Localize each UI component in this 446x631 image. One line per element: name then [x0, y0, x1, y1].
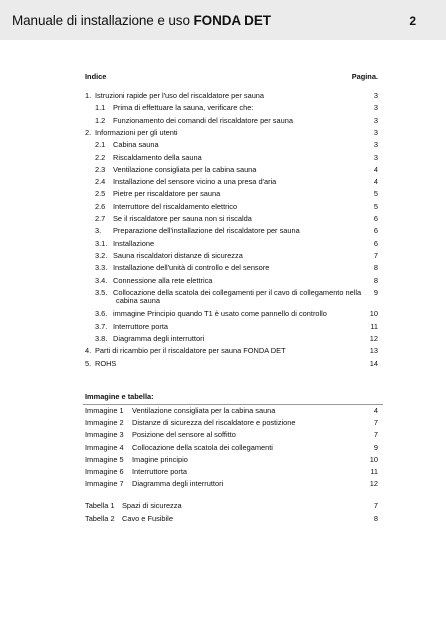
toc-entry-text: Se il riscaldatore per sauna non si riscalda	[113, 214, 252, 223]
table-label: Tabella 2	[85, 513, 115, 523]
toc-entry-page: 5	[373, 201, 378, 211]
toc-entry-number: 2.2	[95, 152, 106, 162]
toc-entry-page: 10	[369, 309, 378, 319]
figure-label: Immagine 5	[85, 454, 124, 464]
toc-entry-text: Installazione del sensore vicino a una presa d'aria	[113, 177, 277, 187]
toc-entry-text: Parti di ricambio per il riscaldatore per sauna FONDA DET	[95, 346, 286, 356]
figure-page: 10	[369, 454, 378, 464]
table-page: 8	[373, 513, 378, 523]
toc-entry-page: 7	[373, 250, 378, 260]
toc-entry-number: 1.2	[95, 115, 106, 125]
toc-entry-text: Preparazione dell'installazione del riscaldatore per sauna	[113, 226, 300, 236]
figure-page: 9	[373, 442, 378, 452]
toc-entry-number: 1.	[85, 91, 92, 100]
figure-text: Collocazione della scatola dei collegamenti	[132, 442, 273, 452]
page-header	[0, 0, 446, 40]
toc-entry-text: Collocazione della scatola dei collegamenti per il cavo di collegamento nella	[113, 287, 362, 297]
figure-text: Diagramma degli interruttori	[132, 479, 224, 489]
toc-entry-text: Pietre per riscaldatore per sauna	[113, 189, 221, 199]
toc-entry-text: Funzionamento dei comandi del riscaldatore per sauna	[113, 115, 293, 125]
toc-entry-page: 8	[373, 275, 378, 285]
toc-entry-number: 3.	[95, 226, 102, 236]
toc-page-heading: Pagina.	[351, 72, 378, 81]
figure-page: 12	[369, 479, 378, 489]
toc-entry-number: 2.	[85, 127, 92, 137]
figure-label: Immagine 4	[85, 442, 124, 452]
toc-entry-text: Interruttore del riscaldamento elettrico	[113, 201, 238, 211]
toc-entry-number: 2.5	[95, 189, 106, 199]
toc-entry-number: 3.8.	[95, 333, 108, 343]
toc-entry-number: 2.6	[95, 201, 106, 211]
toc-entry-page: 8	[373, 263, 378, 273]
table-text: Spazi di sicurezza	[122, 501, 182, 510]
toc-entry-number: 3.6.	[95, 309, 108, 319]
table-text: Cavo e Fusibile	[122, 513, 173, 523]
toc-entry-page: 4	[373, 164, 378, 174]
toc-entry-text: Istruzioni rapide per l'uso del riscaldatore per sauna	[95, 91, 265, 100]
toc-entry-text: Informazioni per gli utenti	[95, 127, 178, 137]
figure-text: Posizione del sensore al soffitto	[132, 430, 236, 440]
figures-heading: Immagine e tabella:	[85, 392, 154, 401]
figure-text: Ventilazione consigliata per la cabina sauna	[132, 406, 276, 415]
toc-entry-number: 2.7	[95, 214, 106, 223]
figure-label: Immagine 1	[85, 406, 124, 415]
toc-entry-number: 5.	[85, 358, 92, 368]
toc-entry-page: 3	[373, 91, 378, 100]
figure-text: Interruttore porta	[132, 467, 188, 476]
toc-entry-page: 3	[373, 127, 378, 137]
toc-entry-number: 3.5.	[95, 287, 108, 297]
toc-entry-page: 6	[373, 238, 378, 248]
toc-entry-page: 9	[373, 287, 378, 297]
toc-entry-text: Riscaldamento della sauna	[113, 152, 202, 162]
table-page: 7	[373, 501, 378, 510]
toc-heading: Indice	[85, 72, 107, 81]
toc-entry-page: 4	[373, 177, 378, 187]
figure-page: 7	[373, 430, 378, 440]
toc-entry-text: Installazione dell'unità di controllo e del sensore	[113, 263, 270, 273]
toc-entry-text: Interruttore porta	[113, 321, 169, 331]
toc-entry-number: 2.1	[95, 140, 106, 150]
figure-label: Immagine 6	[85, 467, 124, 476]
toc-entry-page: 6	[373, 226, 378, 236]
toc-entry-number: 3.2.	[95, 250, 108, 260]
figure-page: 11	[370, 467, 378, 476]
toc-entry-page: 14	[369, 358, 378, 368]
toc-entry-page: 6	[373, 214, 378, 223]
toc-entry-number: 3.7.	[95, 321, 108, 331]
toc-entry-text: immagine Principio quando T1 è usato come pannello di controllo	[113, 309, 327, 319]
figure-label: Immagine 3	[85, 430, 124, 440]
toc-entry-text: Connessione alla rete elettrica	[113, 275, 213, 285]
title-prefix: Manuale di installazione e uso	[12, 13, 190, 28]
toc-entry-text: Prima di effettuare la sauna, verificare che:	[113, 103, 254, 113]
toc-entry-number: 3.4.	[95, 275, 108, 285]
toc-entry-number: 1.1	[95, 103, 106, 113]
toc-entry-text-continued: cabina sauna	[116, 296, 160, 306]
title-product: FONDA DET	[193, 13, 271, 28]
toc-entry-page: 3	[373, 140, 378, 150]
toc-entry-number: 3.3.	[95, 263, 108, 273]
figure-label: Immagine 2	[85, 418, 124, 428]
page-number: 2	[409, 14, 416, 28]
document-title	[12, 13, 271, 28]
toc-entry-text: ROHS	[95, 358, 117, 368]
figure-text: Distanze di sicurezza del riscaldatore e postizione	[132, 418, 296, 428]
toc-entry-page: 12	[369, 333, 378, 343]
toc-entry-number: 2.3	[95, 164, 106, 174]
table-label: Tabella 1	[85, 501, 115, 510]
toc-entry-number: 4.	[85, 346, 92, 356]
toc-entry-text: Installazione	[113, 238, 155, 248]
toc-entry-page: 11	[370, 321, 378, 331]
toc-entry-page: 3	[373, 152, 378, 162]
toc-entry-text: Ventilazione consigliata per la cabina sauna	[113, 164, 257, 174]
toc-entry-text: Sauna riscaldatori distanze di sicurezza	[113, 250, 243, 260]
figure-page: 7	[373, 418, 378, 428]
toc-entry-page: 13	[369, 346, 378, 356]
toc-entry-text: Diagramma degli interruttori	[113, 333, 205, 343]
figure-label: Immagine 7	[85, 479, 124, 489]
toc-entry-text: Cabina sauna	[113, 140, 159, 150]
toc-entry-page: 5	[373, 189, 378, 199]
figure-text: Imagine principio	[132, 454, 188, 464]
figure-page: 4	[373, 406, 378, 415]
figures-separator	[83, 404, 383, 405]
toc-entry-number: 2.4	[95, 177, 106, 187]
toc-entry-page: 3	[373, 115, 378, 125]
toc-entry-number: 3.1.	[95, 238, 108, 248]
toc-entry-page: 3	[373, 103, 378, 113]
